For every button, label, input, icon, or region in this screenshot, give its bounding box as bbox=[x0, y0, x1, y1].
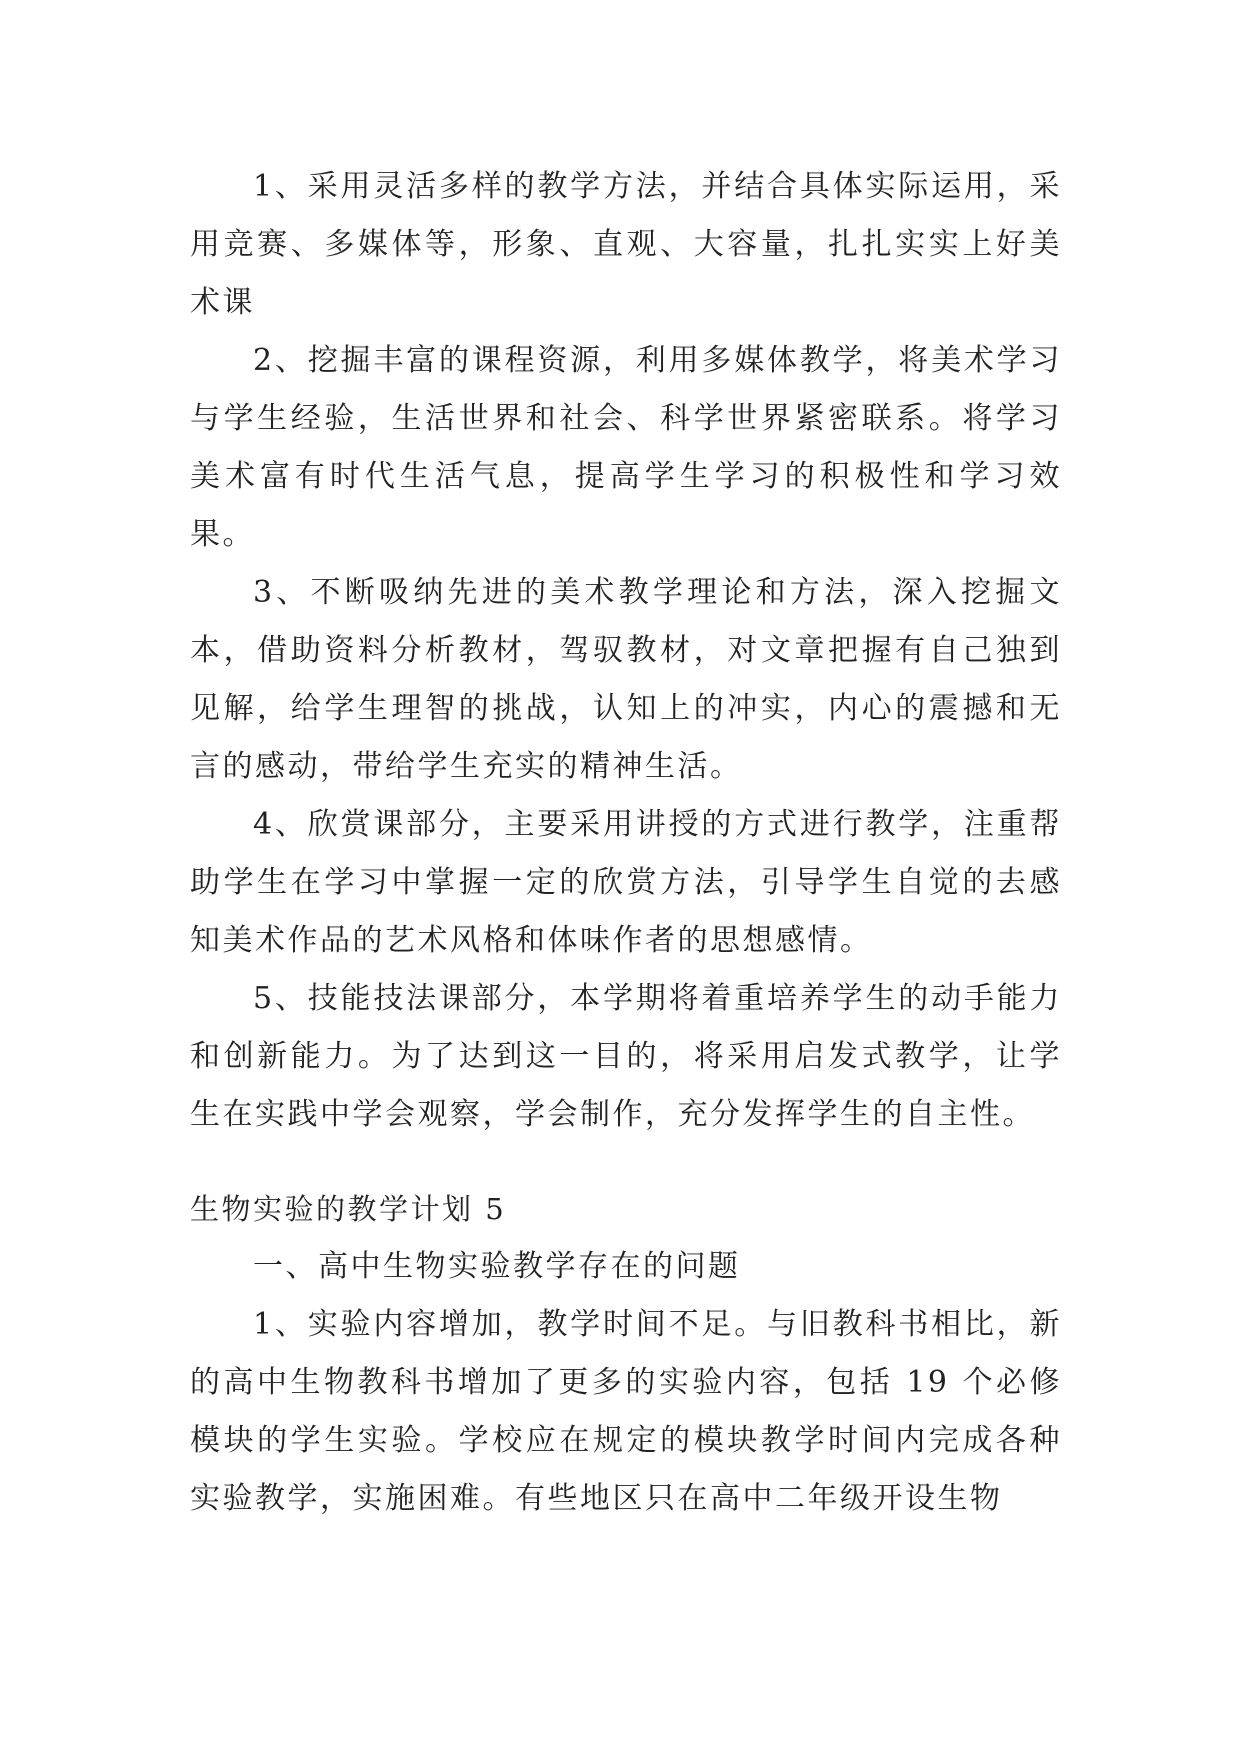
document-body bbox=[190, 158, 1062, 1528]
paragraph-3: 3、不断吸纳先进的美术教学理论和方法，深入挖掘文本，借助资料分析教材，驾驭教材，对文章把握有自己独到见解，给学生理智的挑战，认知上的冲实，内心的震撼和无言的感动，带给学生充实的精神生活。 bbox=[190, 575, 1062, 784]
subsection-heading: 一、高中生物实验教学存在的问题 bbox=[253, 1249, 741, 1284]
paragraph-6: 1、实验内容增加，教学时间不足。与旧教科书相比，新的高中生物教科书增加了更多的实验内容，包括 19 个必修模块的学生实验。学校应在规定的模块教学时间内完成各种实验教学，实施困难。有些地区只在高中二年级开设生物 bbox=[190, 1307, 1062, 1516]
paragraph-2: 2、挖掘丰富的课程资源，利用多媒体教学，将美术学习与学生经验，生活世界和社会、科学世界紧密联系。将学习美术富有时代生活气息，提高学生学习的积极性和学习效果。 bbox=[190, 343, 1062, 552]
paragraph-4: 4、欣赏课部分，主要采用讲授的方式进行教学，注重帮助学生在学习中掌握一定的欣赏方法，引导学生自觉的去感知美术作品的艺术风格和体味作者的思想感情。 bbox=[190, 807, 1062, 958]
paragraph-1: 1、采用灵活多样的教学方法，并结合具体实际运用，采用竞赛、多媒体等，形象、直观、大容量，扎扎实实上好美术课 bbox=[190, 169, 1062, 320]
section-title: 生物实验的教学计划 5 bbox=[190, 1192, 507, 1226]
paragraph-5: 5、技能技法课部分，本学期将着重培养学生的动手能力和创新能力。为了达到这一目的，将采用启发式教学，让学生在实践中学会观察，学会制作，充分发挥学生的自主性。 bbox=[190, 981, 1062, 1132]
